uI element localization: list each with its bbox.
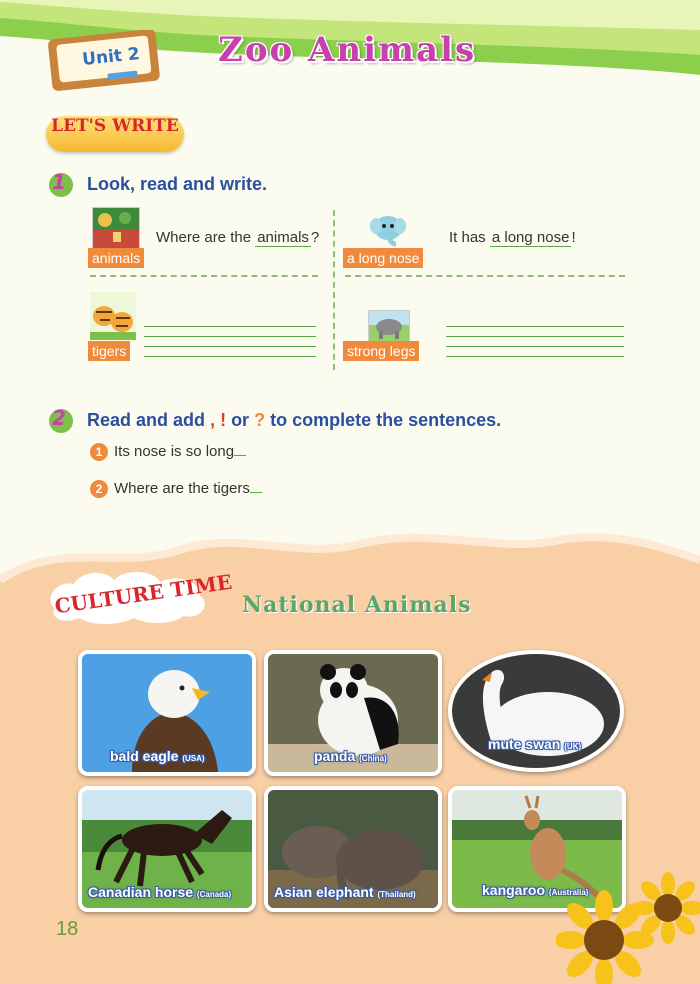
culture-badge-label: CULTURE TIME (53, 569, 234, 619)
zoo-photo (92, 207, 140, 249)
animal-name: mute swan (488, 736, 561, 752)
lets-write-label: LET'S WRITE (51, 116, 179, 136)
animal-country: (UK) (564, 742, 582, 751)
sentence-text: Its nose is so long (114, 443, 235, 460)
title-text: or (226, 410, 255, 430)
page-title: Zoo Animals (218, 30, 477, 70)
question-mark: ? (254, 410, 266, 430)
writing-line (446, 336, 624, 337)
animal-country: (Australia) (548, 888, 589, 897)
word-tag: a long nose (343, 248, 423, 268)
animal-label (488, 736, 581, 752)
sentence-number: 1 (90, 443, 108, 461)
comma-mark: , (210, 410, 216, 430)
animal-name: Canadian horse (88, 884, 194, 900)
animal-name: bald eagle (110, 748, 179, 764)
page-number: 18 (56, 918, 79, 940)
unit-label: Unit 2 (81, 44, 141, 70)
word-tag: animals (88, 248, 144, 268)
sentence-number: 2 (90, 480, 108, 498)
task2-number: 2 (52, 406, 66, 430)
animal-name: panda (314, 748, 356, 764)
title-text: Read and add (87, 410, 211, 430)
grid-divider-horizontal (345, 275, 625, 277)
answer-filled: a long nose (491, 229, 570, 246)
animal-card-panda (264, 650, 442, 776)
title-text: to complete the sentences. (265, 410, 502, 430)
task1-number: 1 (52, 170, 66, 194)
animal-card-mute-swan (448, 650, 624, 772)
task2-title (87, 410, 501, 431)
word-tag: strong legs (343, 341, 419, 361)
sentence-text: ! (571, 229, 576, 246)
animal-country: (Thailand) (377, 890, 416, 899)
animal-country: (USA) (182, 754, 205, 763)
animal-country: (China) (359, 754, 387, 763)
writing-line (446, 326, 624, 327)
cartoon-elephant-icon (370, 212, 406, 248)
animal-card-asian-elephant (264, 786, 442, 912)
exclamation-mark: ! (220, 410, 227, 430)
writing-line (446, 346, 624, 347)
writing-line (144, 356, 316, 357)
animal-label (274, 884, 416, 900)
sunflower-icon (556, 872, 700, 984)
animal-label (88, 884, 231, 900)
sentence-text: ? (310, 229, 320, 246)
sentence-text: Where are the tigers (114, 480, 250, 497)
sentence-item (114, 443, 246, 460)
sentence-2 (449, 229, 576, 246)
writing-line (144, 336, 316, 337)
animal-label (314, 748, 387, 764)
animal-card-bald-eagle (78, 650, 256, 776)
sentence-text: It has (449, 229, 490, 246)
tiger-illustration (90, 292, 136, 340)
sentence-text: Where are the (156, 229, 256, 246)
writing-line (144, 346, 316, 347)
elephant-photo (368, 310, 410, 342)
task1-title: Look, read and write. (87, 174, 268, 194)
blank-line (234, 443, 246, 456)
lets-write-badge (46, 116, 184, 152)
sentence-item (114, 480, 262, 497)
writing-line (144, 326, 316, 327)
writing-line (446, 356, 624, 357)
animal-name: kangaroo (482, 882, 546, 898)
animal-label (110, 748, 205, 764)
answer-filled: animals (257, 229, 309, 246)
animal-name: Asian elephant (274, 884, 374, 900)
word-tag: tigers (88, 341, 130, 361)
sentence-1 (156, 229, 319, 246)
grid-divider-horizontal (90, 275, 318, 277)
blank-line (250, 480, 262, 493)
animal-card-canadian-horse (78, 786, 256, 912)
animal-country: (Canada) (196, 890, 232, 899)
grid-divider-vertical (333, 210, 335, 370)
national-animals-title: National Animals (242, 592, 472, 618)
